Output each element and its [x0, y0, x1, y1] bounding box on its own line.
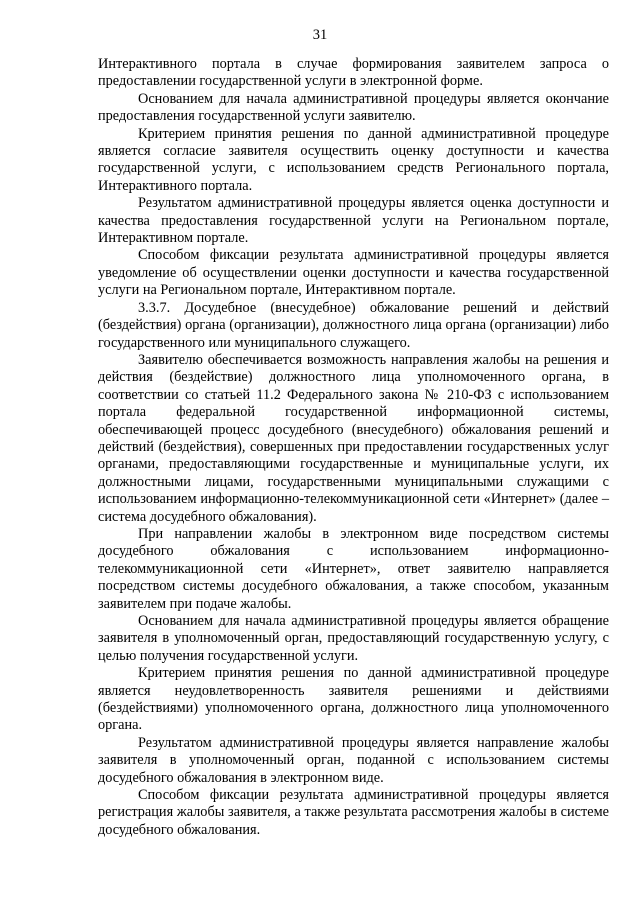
paragraph-complaint-possibility: Заявителю обеспечивается возможность направления жалобы на решения и действия (бездействие) должностного лица уполномоченного органа, в соответствии со статьей 11.2 Федерального закона № 210-ФЗ с использованием портала федеральной государственной информационной системы, обеспечивающей процесс досудебного (внесудебного) обжалования решений и действий (бездействия), совершенных при предоставлении государственных услуг органами, предоставляющими государственные и муниципальные услуги, их должностными лицами, государственными муниципальными служащими с использованием информационно-телекоммуникационной сети «Интернет» (далее – система досудебного обжалования).	[98, 351, 609, 525]
paragraph-electronic-complaint: При направлении жалобы в электронном виде посредством системы досудебного обжалования с использованием информационно-телекоммуникационной сети «Интернет», ответ заявителю направляется посредством системы досудебного обжалования, а также способом, указанным заявителем при подаче жалобы.	[98, 525, 609, 612]
paragraph-complaint-result: Результатом административной процедуры является направление жалобы заявителя в уполномоченный орган, поданной с использованием системы досудебного обжалования в электронном виде.	[98, 734, 609, 786]
section-3-3-7-heading: 3.3.7. Досудебное (внесудебное) обжалование решений и действий (бездействия) органа (организации), должностного лица органа (организации) либо государственного или муниципального служащего.	[98, 299, 609, 351]
paragraph-procedure-result: Результатом административной процедуры является оценка доступности и качества предоставления государственной услуги на Региональном портале, Интерактивном портале.	[98, 195, 609, 247]
paragraph-fixation-method: Способом фиксации результата административной процедуры является уведомление об осуществлении оценки доступности и качества государственной услуги на Региональном портале, Интерактивном портале.	[98, 247, 609, 299]
page-number: 31	[312, 27, 328, 43]
paragraph-portal-request: Интерактивного портала в случае формирования заявителем запроса о предоставлении государственной услуги в электронной форме.	[98, 56, 609, 90]
paragraph-basis-start: Основанием для начала административной процедуры является окончание предоставления государственной услуги заявителю.	[98, 90, 609, 125]
paragraph-complaint-fixation: Способом фиксации результата административной процедуры является регистрация жалобы заявителя, а также результата рассмотрения жалобы в системе досудебного обжалования.	[98, 787, 609, 838]
paragraph-complaint-basis: Основанием для начала административной процедуры является обращение заявителя в уполномоченный орган, предоставляющий государственную услугу, с целью получения государственной услуги.	[98, 613, 609, 664]
paragraph-decision-criterion: Критерием принятия решения по данной административной процедуре является согласие заявителя осуществить оценку доступности и качества государственной услуги, с использованием средств Регионального портала, Интерактивного портала.	[98, 125, 609, 194]
document-body	[98, 56, 609, 839]
paragraph-complaint-criterion: Критерием принятия решения по данной административной процедуре является неудовлетворенность заявителя решениями и действиями (бездействиями) уполномоченного органа, должностного лица уполномоченного органа.	[98, 665, 609, 734]
